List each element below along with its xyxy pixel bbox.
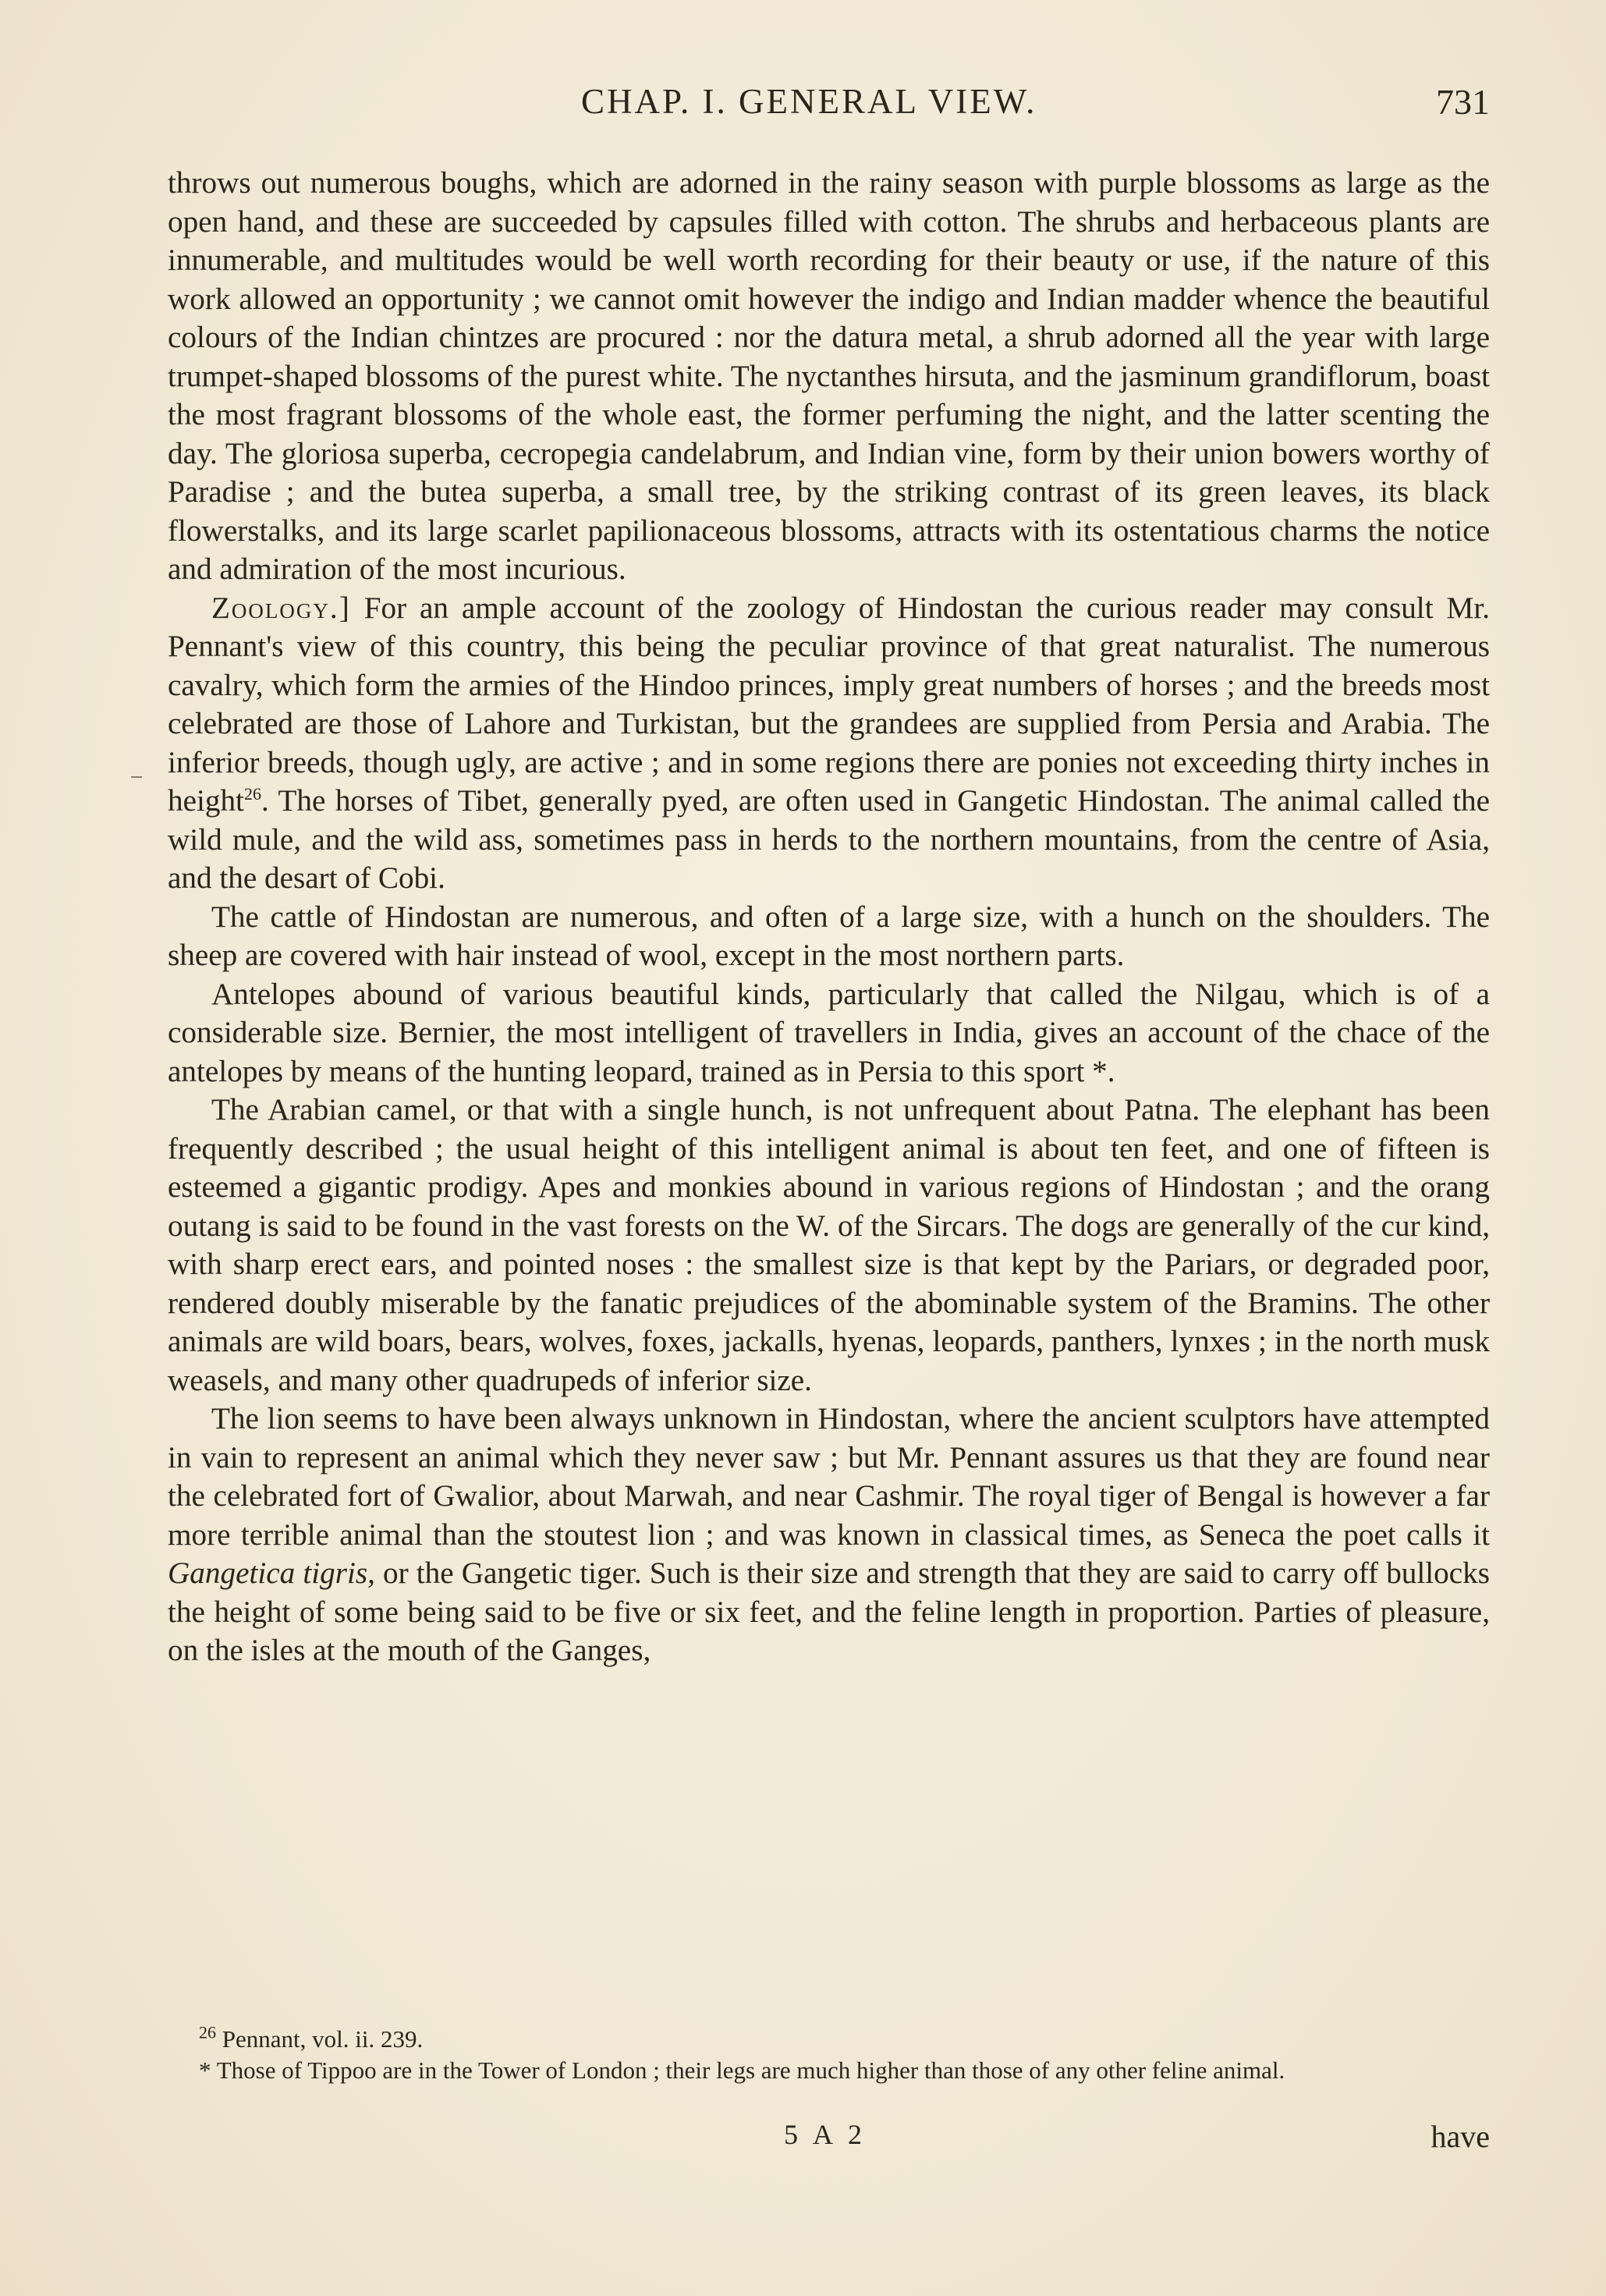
footnote-26: [168, 2024, 1490, 2055]
section-heading-zoology: Zoology.]: [211, 591, 351, 625]
paragraph-botany-continued: throws out numerous boughs, which are adorned in the rainy season with purple blossoms as large as the open hand, and these are succeeded by capsules filled with cotton. The shrubs and herbaceous plants are innumerable, and multitudes would be well worth recording for their beauty or use, if the nature of this work allowed an opportunity ; we cannot omit however the indigo and Indian madder whence the beautiful colours of the Indian chintzes are procured : nor the datura metal, a shrub adorned all the year with large trumpet-shaped blossoms of the purest white. The nyctanthes hirsuta, and the jasminum grandiflorum, boast the most fragrant blossoms of the whole east, the former perfuming the night, and the latter scenting the day. The gloriosa superba, cecropegia candelabrum, and Indian vine, form by their union bowers worthy of Paradise ; and the butea superba, a small tree, by the striking contrast of its green leaves, its black flowerstalks, and its large scarlet papilionaceous blossoms, attracts with its ostentatious charms the notice and admiration of the most incurious.: [168, 166, 1490, 586]
footnote-26-text: Pennant, vol. ii. 239.: [222, 2025, 424, 2053]
page-footer: [168, 2118, 1490, 2157]
running-head: [168, 81, 1490, 136]
lion-text-part-2: or the Gangetic tiger. Such is their size and strength that they are said to carry off bullocks the height of some being said to be five or six feet, and the feline length in proportion. Parties of pleasure, on the isles at the mouth of the Ganges,: [168, 1556, 1490, 1667]
footnote-asterisk: * Those of Tippoo are in the Tower of London ; their legs are much higher than those of any other feline animal.: [199, 2056, 1285, 2084]
footnote-reference-26: 26: [243, 783, 261, 804]
paragraph-cattle: The cattle of Hindostan are numerous, and often of a large size, with a hunch on the shoulders. The sheep are covered with hair instead of wool, except in the most northern parts.: [168, 900, 1490, 972]
main-text: [168, 164, 1490, 1670]
footnote-marker-26: 26: [199, 2022, 216, 2042]
page-number: 731: [1436, 82, 1490, 122]
zoology-text-part-2: . The horses of Tibet, generally pyed, are often used in Gangetic Hindostan. The animal called the wild mule, and the wild ass, sometimes pass in herds to the northern mountains, from the centre of Asia, and the desart of Cobi.: [168, 784, 1490, 895]
catchword: have: [1431, 2119, 1490, 2154]
zoology-text-part-1: For an ample account of the zoology of Hindostan the curious reader may consult Mr. Pennant's view of this country, this being the peculiar province of that great naturalist. The numerous cavalry, which form the armies of the Hindoo princes, imply great numbers of horses ; and the breeds most celebrated are those of Lahore and Turkistan, but the grandees are supplied from Persia and Arabia. The inferior breeds, though ugly, are active ; and in some regions there are ponies not exceeding thirty inches in height: [168, 591, 1491, 818]
paragraph-lion-tiger: [168, 1400, 1490, 1670]
signature-mark: 5 A 2: [784, 2119, 867, 2150]
lion-text-part-1: The lion seems to have been always unknown in Hindostan, where the ancient sculptors have attempted in vain to represent an animal which they never saw ; but Mr. Pennant assures us that they are found near the celebrated fort of Gwalior, about Marwah, and near Cashmir. The royal tiger of Bengal is however a far more terrible animal than the stoutest lion ; and was known in classical times, as Seneca the poet calls it: [168, 1402, 1490, 1552]
running-title: CHAP. I. GENERAL VIEW.: [581, 82, 1037, 121]
paragraph-zoology: [168, 589, 1490, 898]
paragraph-antelopes: Antelopes abound of various beautiful kinds, particularly that called the Nilgau, which is of a considerable size. Bernier, the most intelligent of travellers in India, gives an account of the chace of the antelopes by means of the hunting leopard, trained as in Persia to this sport *.: [168, 977, 1490, 1088]
paragraph-camel-elephant: The Arabian camel, or that with a single hunch, is not unfrequent about Patna. The elephant has been frequently described ; the usual height of this intelligent animal is about ten feet, and one of fifteen is esteemed a gigantic prodigy. Apes and monkies abound in various regions of Hindostan ; and the orang outang is said to be found in the vast forests on the W. of the Sircars. The dogs are generally of the cur kind, with sharp erect ears, and pointed noses : the smallest size is that kept by the Pariars, or degraded poor, rendered doubly miserable by the fanatic prejudices of the abominable system of the Bramins. The other animals are wild boars, bears, wolves, foxes, jackalls, hyenas, leopards, panthers, lynxes ; in the north musk weasels, and many other quadrupeds of inferior size.: [168, 1093, 1490, 1397]
latin-phrase: Gangetica tigris,: [168, 1556, 375, 1590]
margin-mark: [131, 776, 142, 778]
footnotes: [168, 2024, 1490, 2086]
